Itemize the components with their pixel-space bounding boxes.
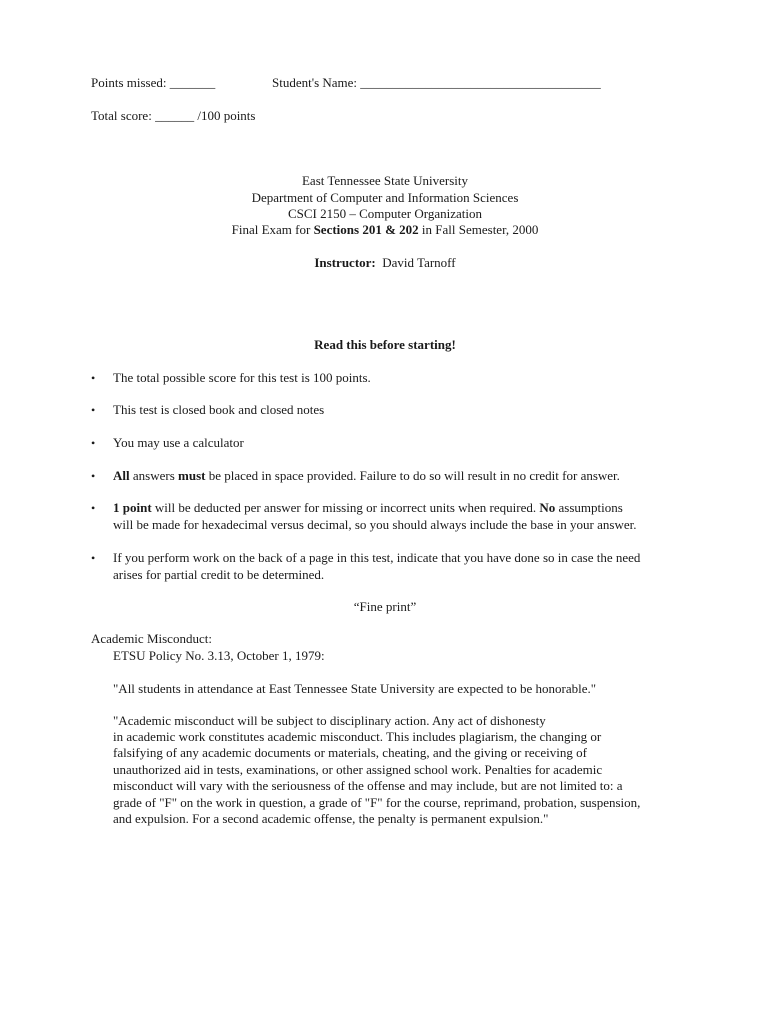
instruction-text bbox=[113, 468, 713, 485]
instruction-text-part: will be deducted per answer for missing or incorrect units when required. bbox=[151, 500, 540, 515]
instruction-text: The total possible score for this test is 100 points. bbox=[113, 370, 371, 385]
misconduct-quote-line: misconduct will vary with the seriousness of the offense and may include, but are not limited to: a bbox=[113, 778, 623, 793]
total-score-label: Total score: bbox=[91, 108, 152, 123]
exam-title-prefix: Final Exam for bbox=[231, 222, 314, 237]
misconduct-quote-line: falsifying of any academic documents or materials, cheating, and the giving or receiving of bbox=[113, 745, 587, 760]
bullet-icon: • bbox=[91, 469, 96, 483]
instruction-text-line2: arises for partial credit to be determined. bbox=[113, 567, 325, 582]
instructor-name: David Tarnoff bbox=[382, 255, 456, 270]
instructions-heading bbox=[0, 337, 770, 354]
instruction-text-line2: will be made for hexadecimal versus decimal, so you should always include the base in your answer. bbox=[113, 517, 637, 532]
exam-title bbox=[0, 222, 770, 239]
misconduct-quote-line: grade of "F" on the work in question, a grade of "F" for the course, reprimand, probation, suspension, bbox=[113, 795, 641, 810]
fine-print-heading: “Fine print” bbox=[353, 599, 417, 614]
exam-title-suffix: in Fall Semester, 2000 bbox=[418, 222, 539, 237]
instruction-text-part: be placed in space provided. Failure to do so will result in no credit for answer. bbox=[205, 468, 620, 483]
instructions-heading-text: Read this before starting! bbox=[314, 337, 456, 352]
student-name-field bbox=[272, 75, 601, 92]
instruction-text: This test is closed book and closed notes bbox=[113, 402, 325, 417]
instruction-text-part: assumptions bbox=[555, 500, 623, 515]
points-missed-field bbox=[91, 75, 215, 92]
misconduct-quote-line: unauthorized aid in tests, examinations, or other assigned school work. Penalties for academic bbox=[113, 762, 603, 777]
university-name: East Tennessee State University bbox=[301, 173, 468, 188]
student-name-label: Student's Name: bbox=[272, 75, 358, 90]
emphasis: must bbox=[178, 468, 206, 483]
instruction-text: If you perform work on the back of a page in this test, indicate that you have done so in case the need bbox=[113, 550, 641, 565]
policy-reference: ETSU Policy No. 3.13, October 1, 1979: bbox=[113, 648, 325, 663]
points-missed-blank: _______ bbox=[169, 75, 216, 90]
bullet-icon: • bbox=[91, 436, 96, 450]
misconduct-quote-line: "Academic misconduct will be subject to disciplinary action. Any act of dishonesty bbox=[113, 713, 546, 728]
total-score-suffix: /100 points bbox=[197, 108, 256, 123]
instructor-line bbox=[0, 255, 770, 272]
misconduct-quote-line: in academic work constitutes academic misconduct. This includes plagiarism, the changing or bbox=[113, 729, 602, 744]
emphasis: 1 point bbox=[113, 500, 152, 515]
misconduct-label: Academic Misconduct: bbox=[91, 631, 212, 646]
total-score-field bbox=[91, 108, 255, 125]
total-score-blank: ______ bbox=[155, 108, 195, 123]
bullet-icon: • bbox=[91, 371, 96, 385]
instruction-text: You may use a calculator bbox=[113, 435, 244, 450]
honor-quote: "All students in attendance at East Tennessee State University are expected to be honorable." bbox=[113, 681, 597, 696]
department-name: Department of Computer and Information Sciences bbox=[251, 190, 519, 205]
bullet-icon: • bbox=[91, 501, 96, 515]
bullet-icon: • bbox=[91, 403, 96, 417]
exam-sections: Sections 201 & 202 bbox=[313, 222, 419, 237]
instruction-text bbox=[113, 500, 713, 517]
course-title: CSCI 2150 – Computer Organization bbox=[287, 206, 483, 221]
emphasis: All bbox=[113, 468, 130, 483]
instruction-text-part: answers bbox=[129, 468, 179, 483]
points-missed-label: Points missed: bbox=[91, 75, 167, 90]
instructor-label: Instructor: bbox=[314, 255, 376, 270]
misconduct-quote-line: and expulsion. For a second academic offense, the penalty is permanent expulsion." bbox=[113, 811, 549, 826]
student-name-blank: _____________________________________ bbox=[360, 75, 601, 90]
bullet-icon: • bbox=[91, 551, 96, 565]
emphasis: No bbox=[539, 500, 556, 515]
